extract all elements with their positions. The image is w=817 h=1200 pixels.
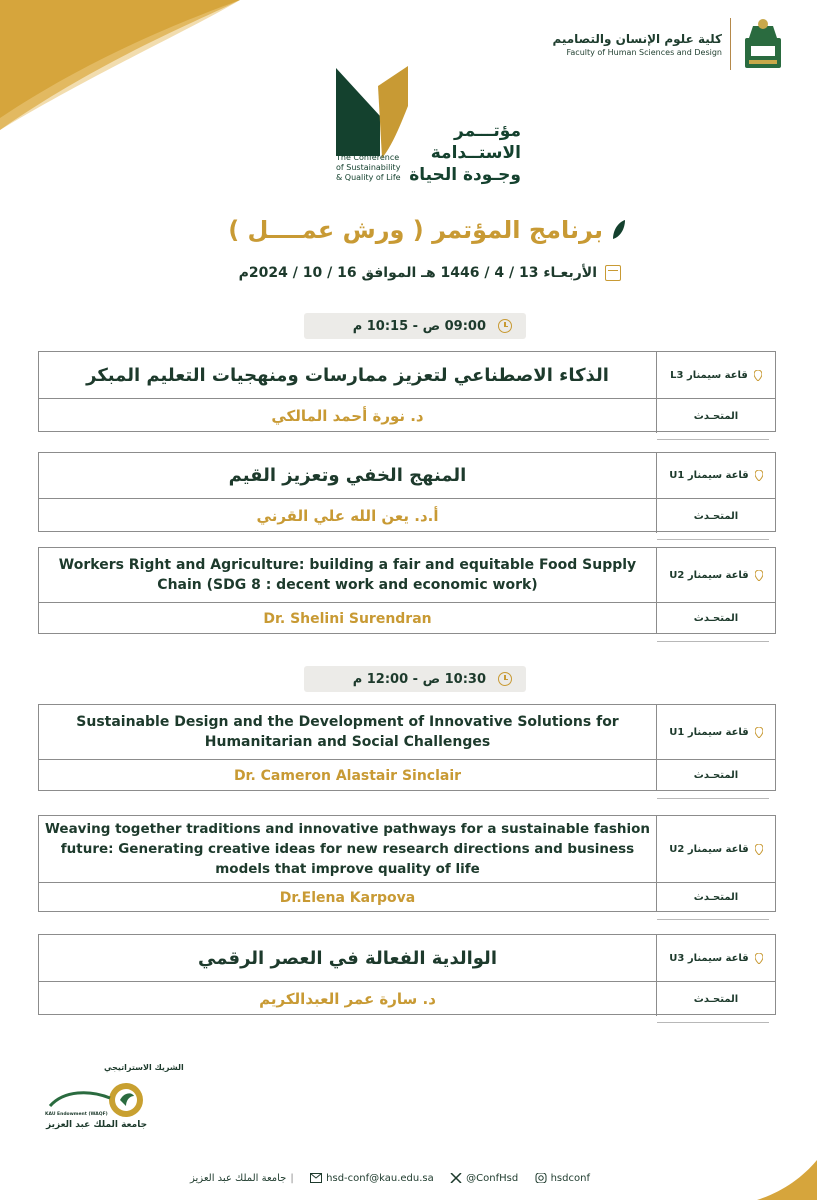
gold-corner-bottom-right: [757, 1160, 817, 1200]
separator-line: [657, 539, 769, 540]
partner-name-ar: جامعة الملك عبد العزيز: [46, 1120, 148, 1130]
session-speaker: Dr. Shelini Surendran: [263, 610, 432, 627]
session-speaker: أ.د. يعن الله علي القرني: [256, 507, 439, 525]
speaker-label: المتحـدث: [656, 399, 775, 433]
session-title: المنهج الخفي وتعزيز القيم: [228, 465, 467, 486]
session-room: قاعة سيمنار U1: [656, 705, 775, 759]
separator-line: [657, 641, 769, 642]
clock-icon: [498, 672, 512, 686]
session-card: [38, 704, 776, 791]
leaf-icon: [611, 219, 627, 241]
session-card: [38, 452, 776, 532]
session-speaker: د. نورة أحمد المالكي: [271, 407, 424, 425]
session-room: قاعة سيمنار L3: [656, 352, 775, 398]
partner-name-en: KAU Endowment (WAQF): [45, 1112, 108, 1117]
session-card: [38, 351, 776, 432]
conference-name-en: The Conference of Sustainability & Quality of Life: [336, 153, 401, 182]
session-room: قاعة سيمنار U3: [656, 935, 775, 981]
separator-line: [657, 1022, 769, 1023]
kau-crest-icon: [739, 16, 787, 72]
footer-x[interactable]: @ConfHsd: [450, 1173, 518, 1184]
separator-line: [657, 798, 769, 799]
session-title: Weaving together traditions and innovative pathways for a sustainable fashion future: Generating creative ideas for new research directions and business models that improve quality of life: [45, 821, 651, 877]
session-speaker: د. سارة عمر العبدالكريم: [259, 990, 436, 1008]
speaker-label: المتحـدث: [656, 499, 775, 533]
session-room: قاعة سيمنار U1: [656, 453, 775, 498]
session-title: الوالدية الفعالة في العصر الرقمي: [198, 947, 497, 969]
calendar-icon: [605, 265, 621, 281]
session-card: [38, 547, 776, 634]
footer-email[interactable]: hsd-conf@kau.edu.sa: [310, 1173, 434, 1184]
university-logo: [552, 16, 787, 72]
program-date-row: [239, 265, 621, 281]
separator-line: [657, 919, 769, 920]
session-title: Workers Right and Agriculture: building a fair and equitable Food Supply Chain (SDG 8 : decent work and economic work): [58, 557, 637, 593]
speaker-label: المتحـدث: [656, 883, 775, 912]
footer-university[interactable]: جامعة الملك عبد العزيز |: [190, 1172, 294, 1184]
session-title: الذكاء الاصطناعي لتعزيز ممارسات ومنهجيات التعليم المبكر: [86, 364, 609, 386]
program-title: برنامج المؤتمر ( ورش عمــــل ): [228, 216, 603, 244]
partner-label: الشريك الاستراتيجي: [104, 1063, 184, 1072]
speaker-label: المتحـدث: [656, 760, 775, 791]
speaker-label: المتحـدث: [656, 982, 775, 1016]
email-icon: [310, 1173, 322, 1183]
program-title-row: [228, 216, 627, 244]
instagram-icon: [535, 1173, 547, 1183]
location-pin-icon: [755, 953, 763, 964]
x-twitter-icon: [450, 1173, 462, 1183]
location-pin-icon: [755, 570, 763, 581]
location-pin-icon: [755, 727, 763, 738]
gold-corner-swoosh: [0, 0, 240, 130]
location-pin-icon: [755, 470, 763, 481]
waqf-logo-icon: [40, 1078, 150, 1140]
program-date: الأربعـاء 13 / 4 / 1446 هـ الموافق 16 / 10 / 2024م: [238, 265, 597, 281]
session-title: Sustainable Design and the Development of Innovative Solutions for Humanitarian and Social Challenges: [76, 714, 619, 750]
time-slot-1-text: 09:00 ص - 10:15 م: [352, 318, 486, 334]
university-name-en: Faculty of Human Sciences and Design: [566, 47, 722, 57]
separator-line: [657, 439, 769, 440]
session-card: [38, 934, 776, 1015]
session-room: قاعة سيمنار U2: [656, 548, 775, 602]
session-room: قاعة سيمنار U2: [656, 816, 775, 882]
clock-icon: [498, 319, 512, 333]
session-card: [38, 815, 776, 912]
time-slot-1: [304, 313, 526, 339]
conference-name-ar: مؤتـــمر الاستــدامة وجـودة الحياة: [409, 121, 521, 185]
time-slot-2-text: 10:30 ص - 12:00 م: [352, 671, 486, 687]
logo-divider: [730, 18, 731, 70]
footer-contacts: [190, 1170, 590, 1186]
session-speaker: Dr.Elena Karpova: [279, 889, 416, 906]
speaker-label: المتحـدث: [656, 603, 775, 634]
location-pin-icon: [754, 370, 762, 381]
location-pin-icon: [755, 844, 763, 855]
time-slot-2: [304, 666, 526, 692]
session-speaker: Dr. Cameron Alastair Sinclair: [233, 767, 462, 784]
university-name-ar: كلية علوم الإنسان والتصاميم: [552, 31, 722, 46]
footer-instagram[interactable]: hsdconf: [535, 1173, 590, 1184]
